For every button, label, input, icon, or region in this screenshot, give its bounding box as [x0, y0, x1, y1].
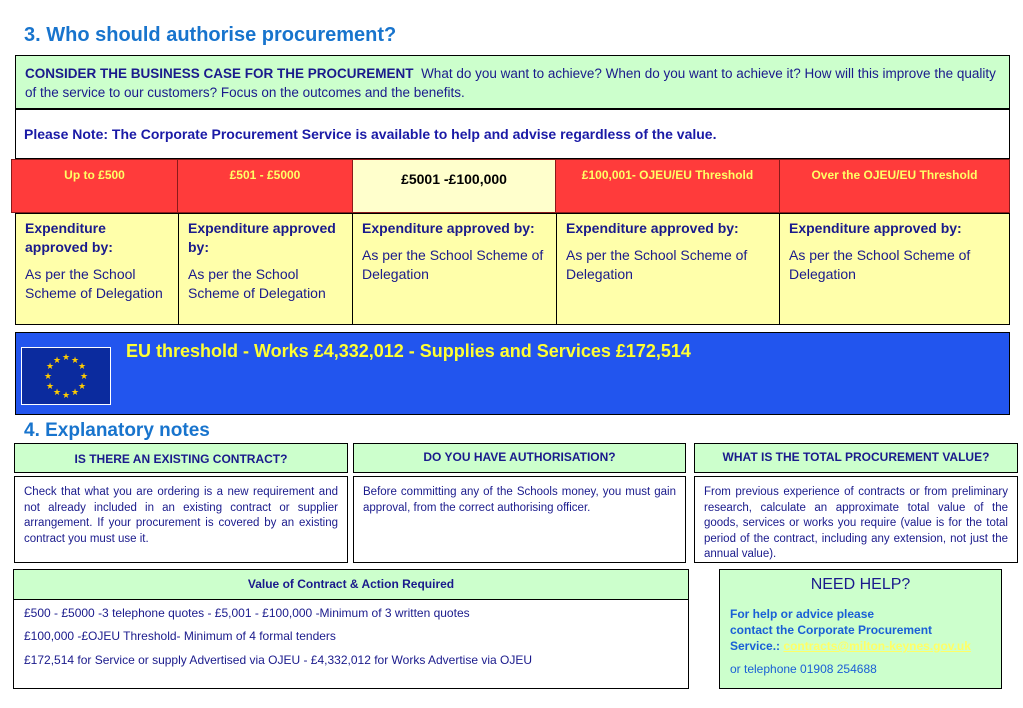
band-over-ojeu[interactable] — [780, 160, 1009, 212]
approval-text: As per the School Scheme of Delegation — [566, 247, 748, 282]
value-bands-row — [11, 159, 1010, 213]
note-heading-existing-contract: IS THERE AN EXISTING CONTRACT? — [14, 443, 348, 473]
band-label: Over the OJEU/EU Threshold — [811, 168, 978, 182]
svg-text:★: ★ — [52, 356, 62, 366]
svg-text:★: ★ — [70, 388, 80, 398]
please-note: Please Note: The Corporate Procurement Service is available to help and advise regardless of the value. — [15, 109, 1010, 159]
note-text-existing-contract: Check that what you are ordering is a new requirement and not already included in an existing contract or supplier arrangement. If your procurement is covered by an existing contract you must use it. — [14, 476, 348, 563]
need-help-title: NEED HELP? — [810, 576, 911, 593]
value-line: £100,000 -£OJEU Threshold- Minimum of 4 formal tenders — [24, 629, 336, 643]
approval-title: Expenditure approved by: — [362, 220, 535, 236]
approval-title: Expenditure approved by: — [789, 220, 962, 236]
need-help-box — [719, 569, 1002, 689]
svg-text:★: ★ — [70, 356, 80, 366]
section-3-title: 3. Who should authorise procurement? — [24, 24, 397, 46]
note-heading-authorisation: DO YOU HAVE AUTHORISATION? — [353, 443, 686, 473]
approval-title: Expenditure approved by: — [25, 220, 113, 255]
approval-text: As per the School Scheme of Delegation — [25, 266, 163, 301]
band-label: £100,001- OJEU/EU Threshold — [581, 168, 754, 182]
band-5001-100000 — [353, 160, 556, 212]
value-of-contract-table — [13, 569, 689, 689]
help-text — [730, 606, 995, 654]
approval-cell — [179, 214, 353, 324]
svg-text:★: ★ — [45, 362, 55, 372]
business-case-heading: CONSIDER THE BUSINESS CASE FOR THE PROCUREMENT — [25, 66, 414, 81]
band-label: £501 - £5000 — [229, 168, 301, 182]
help-line: contact the Corporate Procurement — [730, 623, 933, 637]
help-line: Service.: — [730, 639, 781, 653]
svg-text:★: ★ — [61, 391, 71, 401]
svg-text:★: ★ — [43, 372, 53, 382]
value-table-title: Value of Contract & Action Required — [14, 570, 688, 600]
section-4-title: 4. Explanatory notes — [24, 420, 210, 441]
approval-cell — [780, 214, 1009, 324]
note-text-authorisation: Before committing any of the Schools money, you must gain approval, from the correct authorising officer. — [353, 476, 686, 563]
approval-text: As per the School Scheme of Delegation — [362, 247, 544, 282]
band-501-5000[interactable] — [178, 160, 353, 212]
business-case-box — [15, 55, 1010, 109]
band-label: £5001 -£100,000 — [397, 169, 511, 189]
eu-threshold-text: EU threshold - Works £4,332,012 - Supplies and Services £172,514 — [126, 341, 691, 361]
band-100001-ojeu[interactable] — [556, 160, 780, 212]
approval-text: As per the School Scheme of Delegation — [789, 247, 971, 282]
eu-threshold-banner — [15, 332, 1010, 415]
band-up-to-500[interactable] — [12, 160, 178, 212]
value-line: £172,514 for Service or supply Advertised via OJEU - £4,332,012 for Works Advertise via OJEU — [24, 653, 533, 667]
help-line-service — [730, 638, 995, 654]
approval-title: Expenditure approved by: — [566, 220, 739, 236]
help-phone: or telephone 01908 254688 — [730, 662, 877, 676]
value-line: £500 - £5000 -3 telephone quotes - £5,001 - £100,000 -Minimum of 3 written quotes — [24, 606, 470, 620]
business-case-text: What do you want to achieve? When do you want to achieve it? How will this improve the quality of the service to our customers? Focus on the outcomes and the benefits. — [25, 66, 996, 100]
svg-text:★: ★ — [79, 372, 89, 382]
svg-text:★: ★ — [45, 382, 55, 392]
approval-cell — [353, 214, 557, 324]
note-heading-total-value: WHAT IS THE TOTAL PROCUREMENT VALUE? — [694, 443, 1018, 473]
approval-cell — [16, 214, 179, 324]
approval-title: Expenditure approved by: — [188, 220, 336, 255]
svg-text:★: ★ — [77, 362, 87, 372]
note-text-total-value: From previous experience of contracts or from preliminary research, calculate an approximate total value of the goods, services or works you require (value is for the total period of the contract, including any extension, not just the annual value). — [694, 476, 1018, 563]
approval-cell — [557, 214, 780, 324]
contracts-email-link[interactable]: contracts@milton-keynes.gov.uk — [783, 639, 971, 653]
svg-text:★: ★ — [77, 382, 87, 392]
band-label: Up to £500 — [64, 168, 125, 182]
eu-flag-icon — [21, 347, 111, 405]
approvals-row — [15, 213, 1010, 325]
svg-text:★: ★ — [52, 388, 62, 398]
help-line: For help or advice please — [730, 607, 875, 621]
svg-text:★: ★ — [61, 353, 71, 363]
approval-text: As per the School Scheme of Delegation — [188, 266, 326, 301]
